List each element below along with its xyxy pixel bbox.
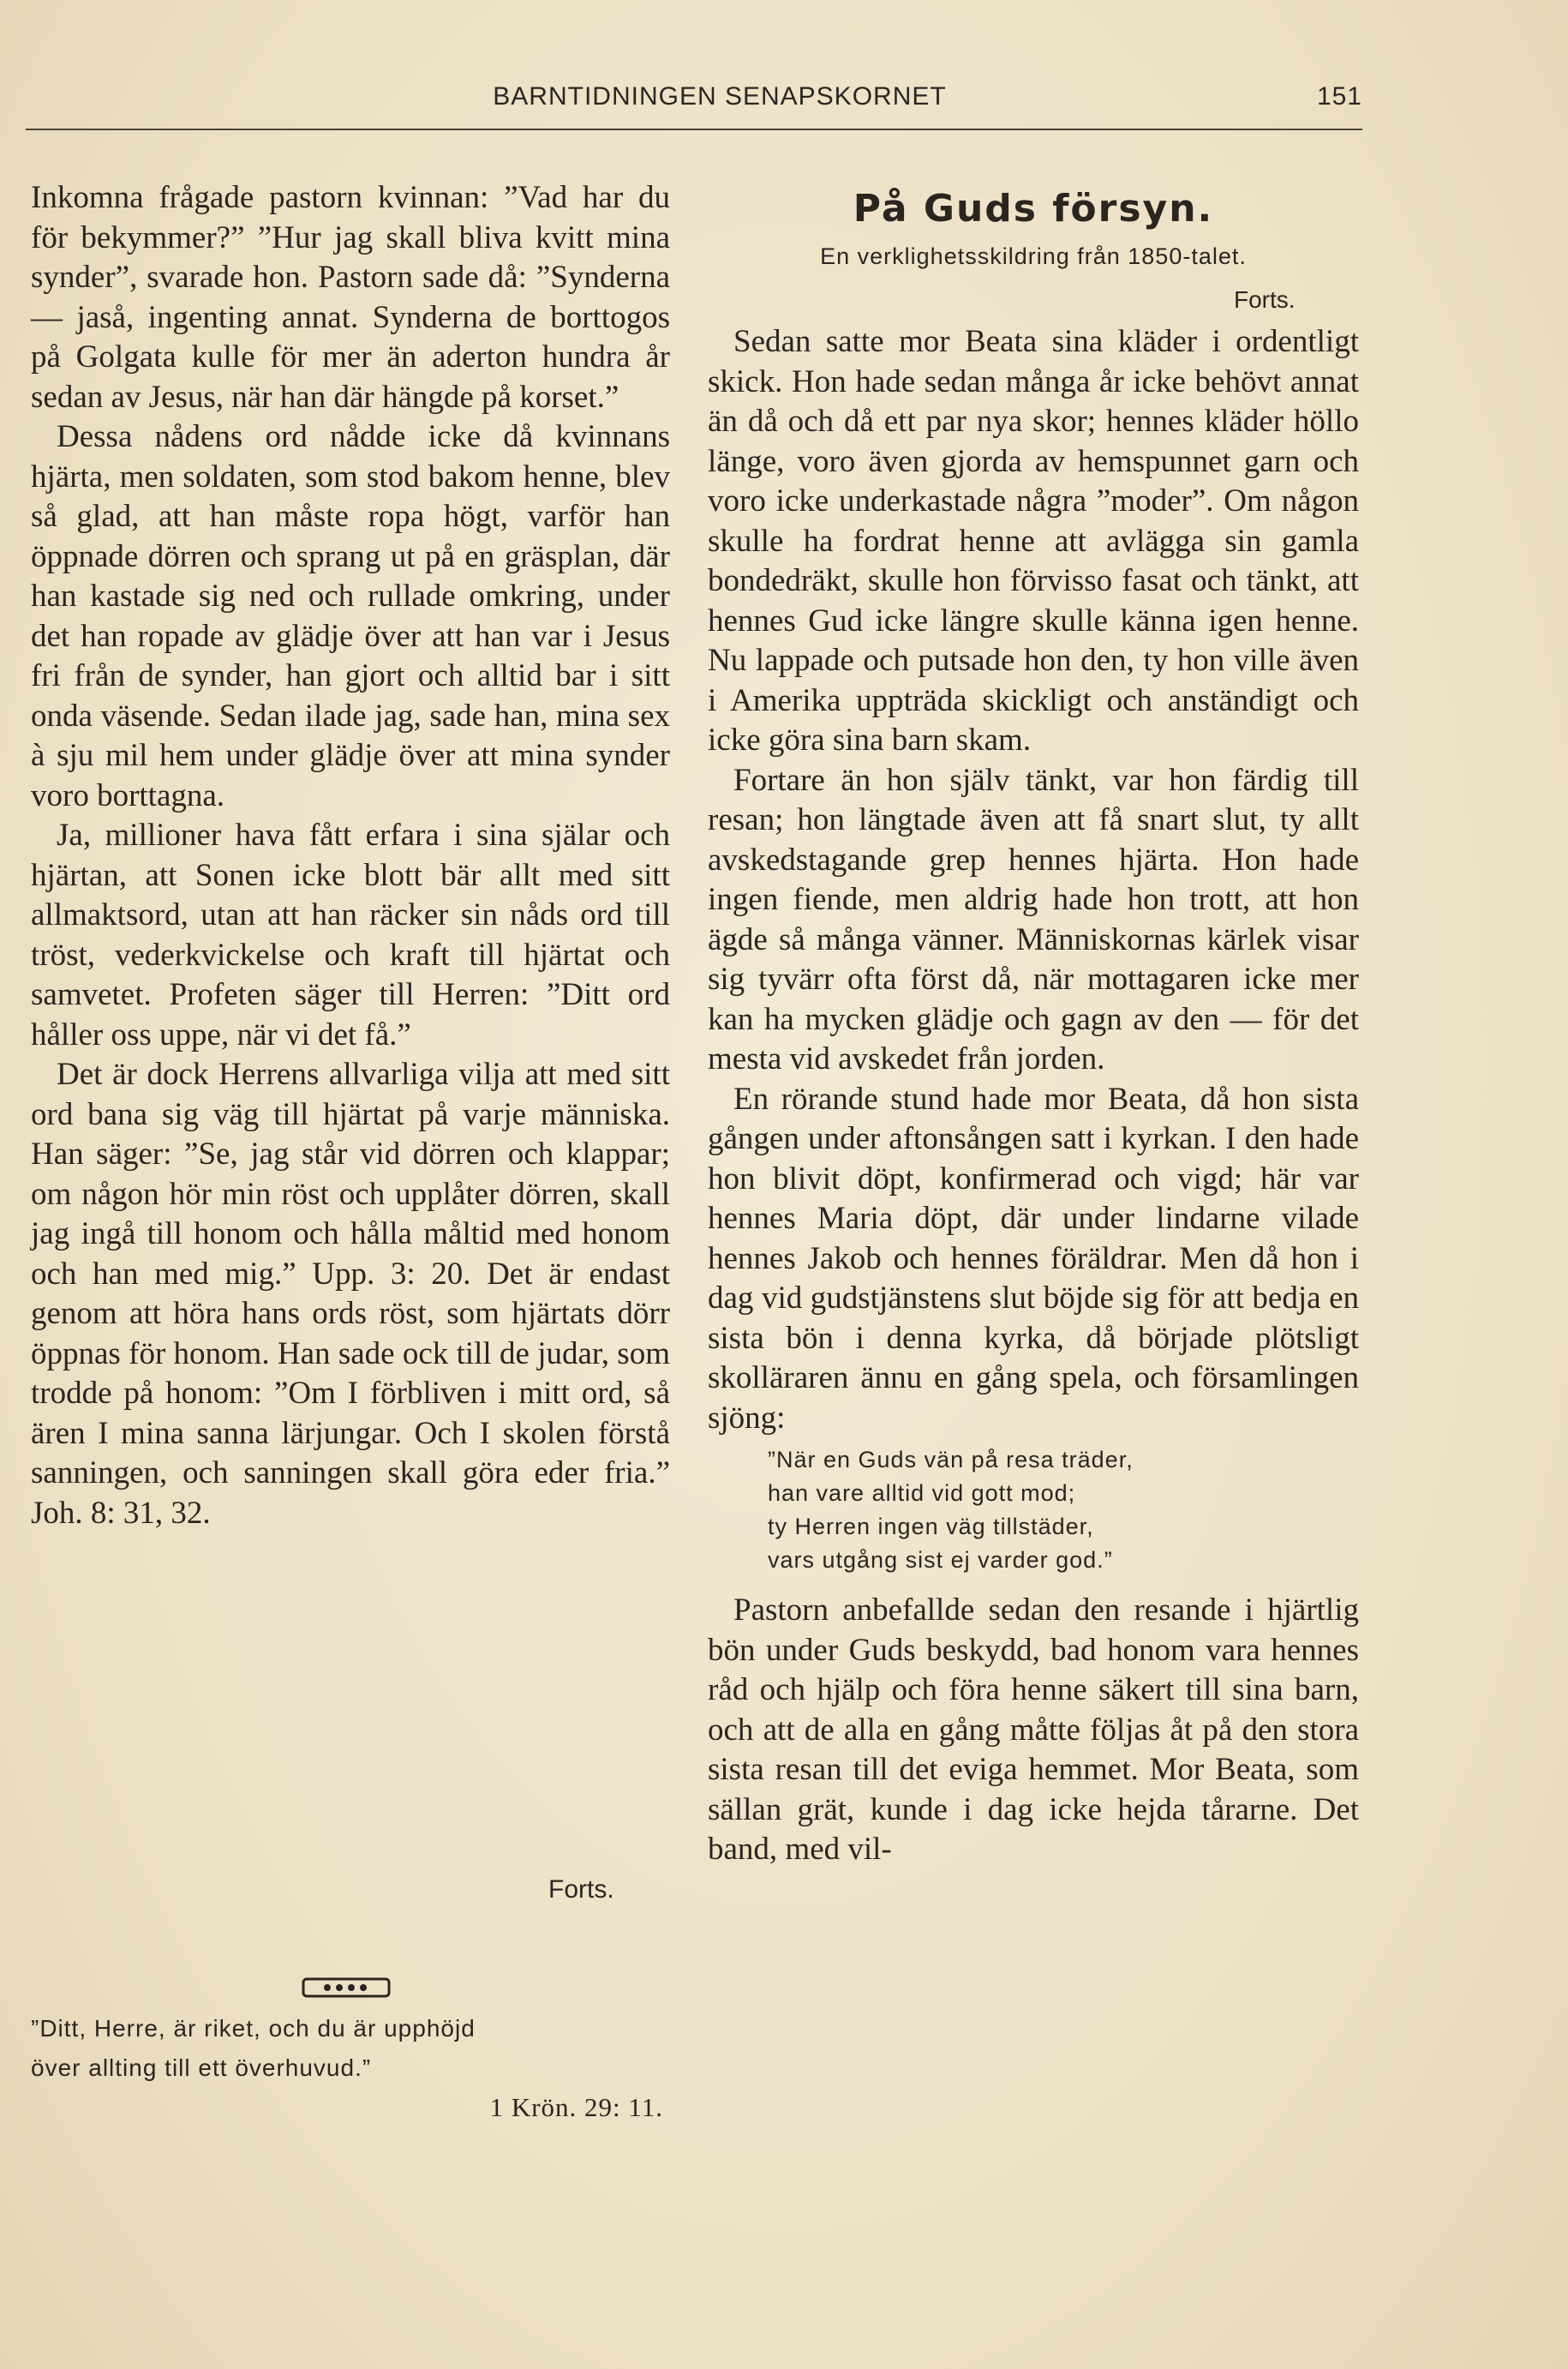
hymn-line-4: vars utgång sist ej varder god.” <box>768 1547 1113 1573</box>
left-paragraph-2: Dessa nådens ord nådde icke då kvinnans hjärta, men soldaten, som stod bakom henne, blev så glad, att han måste ropa högt, varför han öppnade dörren och sprang ut på en gräsplan, där han kastade sig ned och rullade omkring, under det han ropade av glädje över att han var i Jesus fri från de synder, han gjort och alltid bar i sitt onda väsende. Sedan ilade jag, sade han, mina sex à sju mil hem under glädje över att mina synder voro borttagna. <box>31 419 670 813</box>
header-rule <box>26 129 1362 130</box>
article-forts: Forts. <box>1234 286 1296 313</box>
article-paragraph-2: Fortare än hon själv tänkt, var hon färdig till resan; hon längtade även att få snart slut, ty allt avskedstagande grep hennes hjärta. Hon hade ingen fiende, men aldrig hade hon trott, att hon ägde så många vänner. Människornas kärlek visar sig tyvärr ofta först då, när mottagaren icke mer kan ha mycken glädje och gagn av den — för det mesta vid avskedet från jorden. <box>708 762 1359 1077</box>
periodical-title: BARNTIDNINGEN SENAPSKORNET <box>493 82 947 111</box>
left-paragraph-4: Det är dock Herrens allvarliga vilja att med sitt ord bana sig väg till hjärtat på varje människa. Han säger: ”Se, jag står vid dörren och klappar; om någon hör min röst och upplåter dörren, skall jag ingå till honom och hålla måltid med honom och han med mig.” Upp. 3: 20. Det är endast genom att höra hans ords röst, som hjärtats dörr öppnas för honom. Han sade ock till de judar, som trodde på honom: ”Om I förbliven i mitt ord, så ären I mina sanna lärjungar. Och I skolen förstå sanningen, och sanningen skall göra eder fria.” Joh. 8: 31, 32. <box>31 1057 670 1531</box>
quote-line-2: över allting till ett överhuvud.” <box>31 2054 372 2081</box>
quote-line-1: ”Ditt, Herre, är riket, och du är upphöjd <box>31 2015 476 2042</box>
hymn-line-1: ”När en Guds vän på resa träder, <box>768 1447 1134 1472</box>
quote-reference: 1 Krön. 29: 11. <box>489 2092 663 2122</box>
article-paragraph-1: Sedan satte mor Beata sina kläder i ordentligt skick. Hon hade sedan många år icke behövt annat än då och då ett par nya skor; hennes kläder höllo länge, voro även gjorda av hemspunnet garn och voro icke underkastade några ”moder”. Om någon skulle ha fordrat henne att avlägga sin gamla bondedräkt, skulle hon förvisso fasat och tänkt, att hennes Gud icke längre skulle känna igen henne. Nu lappade och putsade hon den, ty hon ville även i Amerika uppträda skickligt och anständigt och icke göra sina barn skam. <box>708 324 1359 758</box>
divider-ornament-icon <box>302 1976 391 1999</box>
left-paragraph-3: Ja, millioner hava fått erfara i sina själar och hjärtan, att Sonen icke blott bär allt med sitt allmaktsord, utan att han räcker sin nåds ord till tröst, vederkvickelse och kraft till hjärtat och samvetet. Profeten säger till Herren: ”Ditt ord håller oss uppe, när vi det få.” <box>31 818 670 1053</box>
page-number: 151 <box>1316 82 1362 111</box>
left-column <box>31 178 670 1533</box>
hymn-line-3: ty Herren ingen väg tillstäder, <box>768 1514 1094 1539</box>
left-paragraph-1: Inkomna frågade pastorn kvinnan: ”Vad har du för bekymmer?” ”Hur jag skall bliva kvitt mina synder”, svarade hon. Pastorn sade då: ”Synderna — jaså, ingenting annat. Synderna de borttogos på Golgata kulle för mer än aderton hundra år sedan av Jesus, när han där hängde på korset.” <box>31 180 670 415</box>
right-column <box>708 322 1359 1870</box>
page-header <box>26 82 1362 125</box>
hymn-line-2: han vare alltid vid gott mod; <box>768 1480 1076 1506</box>
hymn-verse <box>768 1443 1359 1577</box>
article-paragraph-3: En rörande stund hade mor Beata, då hon sista gången under aftonsången satt i kyrkan. I den hade hon blivit döpt, konfirmerad och vigd; här var hennes Maria döpt, där under lindarne vilade hennes Jakob och hennes föräldrar. Men då hon i dag vid gudstjänstens slut böjde sig för att bedja en sista bön i denna kyrka, då började plötsligt skolläraren ännu en gång spela, och församlingen sjöng: <box>708 1081 1359 1436</box>
article-subtitle: En verklighetsskildring från 1850-talet. <box>820 243 1247 269</box>
article-paragraph-4: Pastorn anbefallde sedan den resande i hjärtlig bön under Guds beskydd, bad honom vara hennes råd och hjälp och föra henne säkert till sina barn, och att de alla en gång måtte följas åt på den stora sista resan till det eviga hemmet. Mor Beata, som sällan grät, kunde i dag icke hejda tårarne. Det band, med vil- <box>708 1592 1359 1867</box>
article-title: På Guds försyn. <box>853 187 1214 231</box>
bible-quote <box>31 2009 670 2127</box>
left-forts: Forts. <box>548 1875 614 1904</box>
